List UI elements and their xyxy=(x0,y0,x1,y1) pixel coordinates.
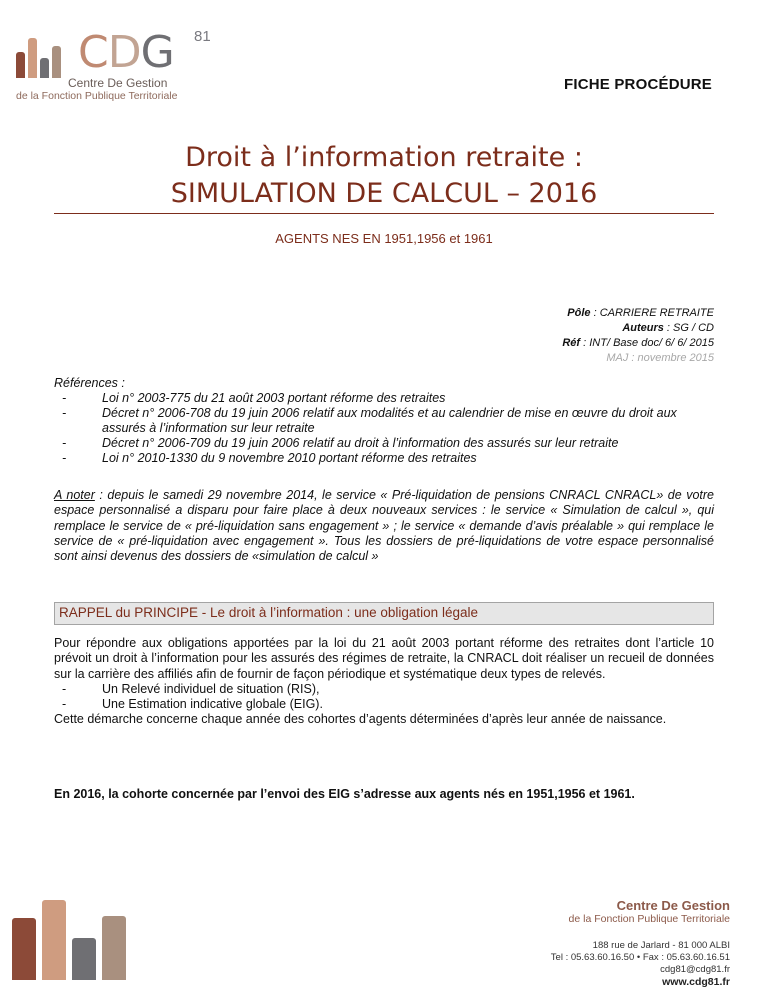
footer-bars-icon xyxy=(12,900,132,980)
document-subtitle: AGENTS NES EN 1951,1956 et 1961 xyxy=(275,231,493,246)
meta-ref: Réf : INT/ Base doc/ 6/ 6/ 2015 xyxy=(562,337,714,349)
logo-bars-icon xyxy=(16,32,72,78)
note-paragraph xyxy=(54,488,714,564)
references-heading: Références : xyxy=(54,376,125,390)
principle-paragraph: Pour répondre aux obligations apportées par la loi du 21 août 2003 portant réforme des retraites dont l’article 10 prévoit un droit à l’information pour les assurés des régimes de retraite, la CNRACL doit réaliser un recueil de données sur la carrière des affiliés afin de fournir de façon périodique et systématique deux types de relevés. xyxy=(54,636,714,681)
meta-pole: Pôle : CARRIERE RETRAITE xyxy=(567,307,714,319)
footer-website[interactable]: www.cdg81.fr xyxy=(662,976,730,988)
cdg81-logo xyxy=(16,22,216,104)
footer-org-line2: de la Fonction Publique Territoriale xyxy=(568,913,730,925)
references-list xyxy=(54,391,714,466)
meta-maj: MAJ : novembre 2015 xyxy=(606,352,714,364)
principle-block xyxy=(54,636,714,728)
principle-item: - Une Estimation indicative globale (EIG). xyxy=(54,697,714,712)
title-divider xyxy=(54,213,714,214)
section-heading-bar xyxy=(54,602,714,625)
fiche-procedure-label: FICHE PROCÉDURE xyxy=(563,76,712,93)
footer-org-line1: Centre De Gestion xyxy=(616,898,730,913)
logo-letters: CDG xyxy=(78,27,174,78)
logo-line1: Centre De Gestion xyxy=(68,76,168,90)
footer-org xyxy=(569,898,730,925)
footer-phone: Tel : 05.63.60.16.50 • Fax : 05.63.60.16.51 xyxy=(550,952,730,963)
cohort-paragraph: En 2016, la cohorte concernée par l’envoi des EIG s’adresse aux agents nés en 1951,1956 et 1961. xyxy=(54,787,635,801)
document-meta xyxy=(562,306,714,366)
note-label: A noter xyxy=(54,488,95,502)
logo-superscript: 81 xyxy=(194,28,211,45)
title-line-1: Droit à l’information retraite : xyxy=(185,142,583,173)
reference-item: - Décret n° 2006-709 du 19 juin 2006 relatif au droit à l’information des assurés sur leur retraite xyxy=(54,436,714,451)
note-text: : depuis le samedi 29 novembre 2014, le service « Pré-liquidation de pensions CNRACL CNRACL» de votre espace personnalisé a disparu pour faire place à deux nouveaux services : le service « Simulation de calcul », qui remplace le service de « pré-liquidation sans engagement » ; le service « demande d’avis préalable » qui remplace le service de « pré-liquidation avec engagement ». Tous les dossiers de pré-liquidations de votre espace personnalisé sont ainsi devenus des dossiers de «simulation de calcul » xyxy=(54,488,714,564)
logo-line2: de la Fonction Publique Territoriale xyxy=(16,90,178,102)
footer-contact xyxy=(551,940,730,988)
document-title xyxy=(0,140,768,212)
reference-item: - Décret n° 2006-708 du 19 juin 2006 relatif aux modalités et au calendrier de mise en œuvre du droit aux assurés à l’information sur leur retraite xyxy=(54,406,714,436)
section-heading: RAPPEL du PRINCIPE - Le droit à l’information : une obligation légale xyxy=(59,605,478,620)
principle-item: - Un Relevé individuel de situation (RIS), xyxy=(54,682,714,697)
title-line-2: SIMULATION DE CALCUL – 2016 xyxy=(170,178,598,209)
principle-list xyxy=(54,682,714,713)
references-block xyxy=(54,376,714,466)
reference-item: - Loi n° 2003-775 du 21 août 2003 portant réforme des retraites xyxy=(54,391,714,406)
principle-paragraph-2: Cette démarche concerne chaque année des cohortes d’agents déterminées d’après leur année de naissance. xyxy=(54,712,667,727)
footer-email[interactable]: cdg81@cdg81.fr xyxy=(660,964,730,975)
reference-item: - Loi n° 2010-1330 du 9 novembre 2010 portant réforme des retraites xyxy=(54,451,714,466)
footer-address: 188 rue de Jarlard - 81 000 ALBI xyxy=(592,940,730,951)
meta-auteurs: Auteurs : SG / CD xyxy=(622,322,714,334)
